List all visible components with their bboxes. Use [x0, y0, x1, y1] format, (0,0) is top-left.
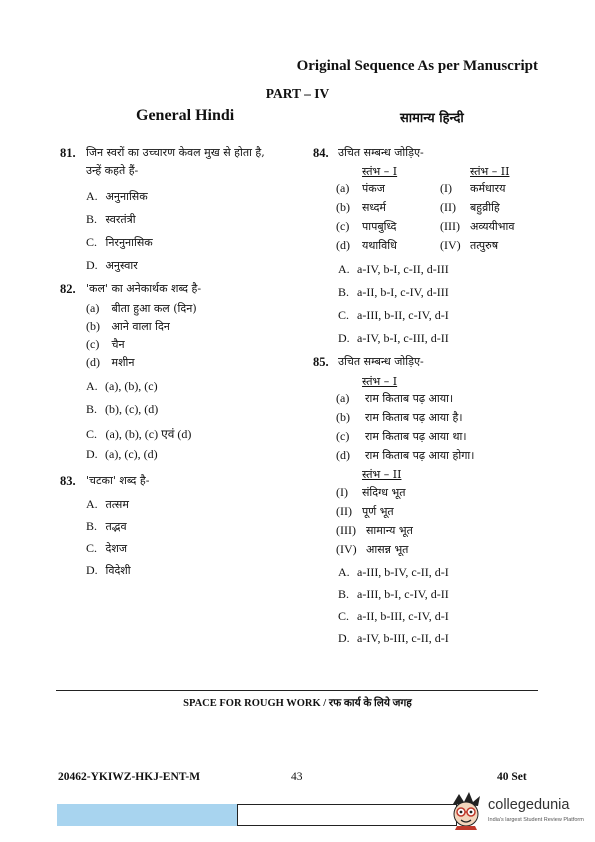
- row-label: (I): [440, 181, 452, 195]
- col2-item-1: (I) संदिग्ध भूत: [336, 485, 406, 499]
- option-d: D. अनुस्वार: [86, 258, 138, 272]
- col1-item-c: (c) राम किताब पढ़ आया था।: [336, 429, 467, 443]
- footer-blue-bar: [57, 804, 237, 826]
- column-2-heading: स्तंभ – II: [362, 468, 402, 481]
- question-text: जिन स्वरों का उच्चारण केवल मुख से होता है,: [86, 146, 265, 159]
- section-title-english: General Hindi: [136, 107, 235, 124]
- logo-tagline: India's largest Student Review Platform: [488, 817, 584, 823]
- question-text: 'चटका' शब्द है-: [86, 474, 150, 487]
- row-term: पापबुध्दि: [362, 220, 397, 233]
- row-label: (IV): [440, 238, 461, 252]
- question-text-cont: उन्हें कहते हैं-: [86, 164, 139, 177]
- row-term: अव्ययीभाव: [470, 220, 515, 233]
- col1-item-a: (a) राम किताब पढ़ आया।: [336, 391, 454, 405]
- option-d: D. (a), (c), (d): [86, 447, 158, 461]
- option-b: B. तद्भव: [86, 519, 127, 533]
- question-number: 84.: [313, 146, 329, 160]
- question-text: 'कल' का अनेकार्थक शब्द है-: [86, 282, 202, 295]
- item-c: (c) चैन: [86, 337, 125, 351]
- item-b: (b) आने वाला दिन: [86, 319, 170, 333]
- row-label: (c): [336, 219, 350, 233]
- rough-work-label: SPACE FOR ROUGH WORK / रफ कार्य के लिये जगह: [183, 698, 412, 709]
- row-term: बहुव्रीहि: [470, 201, 500, 214]
- row-label: (II): [440, 200, 456, 214]
- item-d: (d) मशीन: [86, 355, 135, 369]
- row-term: यथाविधि: [362, 239, 397, 252]
- page-number: 43: [291, 771, 303, 783]
- manuscript-title: Original Sequence As per Manuscript: [296, 58, 538, 74]
- col1-item-b: (b) राम किताब पढ़ आया है।: [336, 410, 463, 424]
- option-a: A. a-IV, b-I, c-II, d-III: [338, 262, 449, 276]
- row-term: तत्पुरुष: [470, 239, 499, 252]
- option-c: C. a-III, b-II, c-IV, d-I: [338, 308, 449, 322]
- option-c: C. देशज: [86, 541, 127, 555]
- question-text: उचित सम्बन्ध जोड़िए-: [338, 355, 424, 368]
- option-a: A. तत्सम: [86, 497, 129, 511]
- option-b: B. स्वरतंत्री: [86, 212, 136, 226]
- row-label: (d): [336, 238, 350, 252]
- item-a: (a) बीता हुआ कल (दिन): [86, 301, 197, 315]
- col2-item-4: (IV) आसन्न भूत: [336, 542, 409, 556]
- logo-wordmark: collegedunia: [488, 797, 570, 813]
- mascot-face-icon: [447, 790, 485, 830]
- option-d: D. a-IV, b-III, c-II, d-I: [338, 631, 449, 645]
- option-c: C. (a), (b), (c) एवं (d): [86, 427, 192, 441]
- option-b: B. a-III, b-I, c-IV, d-II: [338, 587, 449, 601]
- col2-item-2: (II) पूर्ण भूत: [336, 504, 394, 518]
- question-number: 85.: [313, 355, 329, 369]
- column-2-heading: स्तंभ – II: [470, 165, 510, 178]
- row-term: सध्दर्म: [362, 201, 386, 214]
- question-number: 83.: [60, 474, 76, 488]
- question-text: उचित सम्बन्ध जोड़िए-: [338, 146, 424, 159]
- question-number: 82.: [60, 282, 76, 296]
- option-d: D. a-IV, b-I, c-III, d-II: [338, 331, 449, 345]
- row-label: (a): [336, 181, 350, 195]
- section-title-hindi: सामान्य हिन्दी: [400, 111, 464, 126]
- option-d: D. विदेशी: [86, 563, 131, 577]
- paper-code: 20462-YKIWZ-HKJ-ENT-M: [58, 771, 201, 783]
- row-label: (b): [336, 200, 350, 214]
- option-a: A. (a), (b), (c): [86, 379, 158, 393]
- option-a: A. a-III, b-IV, c-II, d-I: [338, 565, 449, 579]
- footer-white-box: [237, 804, 457, 826]
- part-heading: PART – IV: [265, 86, 330, 101]
- column-1-heading: स्तंभ – I: [362, 375, 398, 388]
- column-1-heading: स्तंभ – I: [362, 165, 398, 178]
- col1-item-d: (d) राम किताब पढ़ आया होगा।: [336, 448, 475, 462]
- rough-work-divider: [56, 690, 538, 691]
- col2-item-3: (III) सामान्य भूत: [336, 523, 413, 537]
- row-term: पंकज: [362, 182, 385, 195]
- row-label: (III): [440, 219, 460, 233]
- option-b: B. (b), (c), (d): [86, 402, 159, 416]
- option-c: C. a-II, b-III, c-IV, d-I: [338, 609, 449, 623]
- question-number: 81.: [60, 146, 76, 160]
- set-number: 40 Set: [497, 771, 527, 783]
- row-term: कर्मधारय: [470, 182, 506, 195]
- option-b: B. a-II, b-I, c-IV, d-III: [338, 285, 449, 299]
- option-c: C. निरनुनासिक: [86, 235, 153, 249]
- option-a: A. अनुनासिक: [86, 189, 148, 203]
